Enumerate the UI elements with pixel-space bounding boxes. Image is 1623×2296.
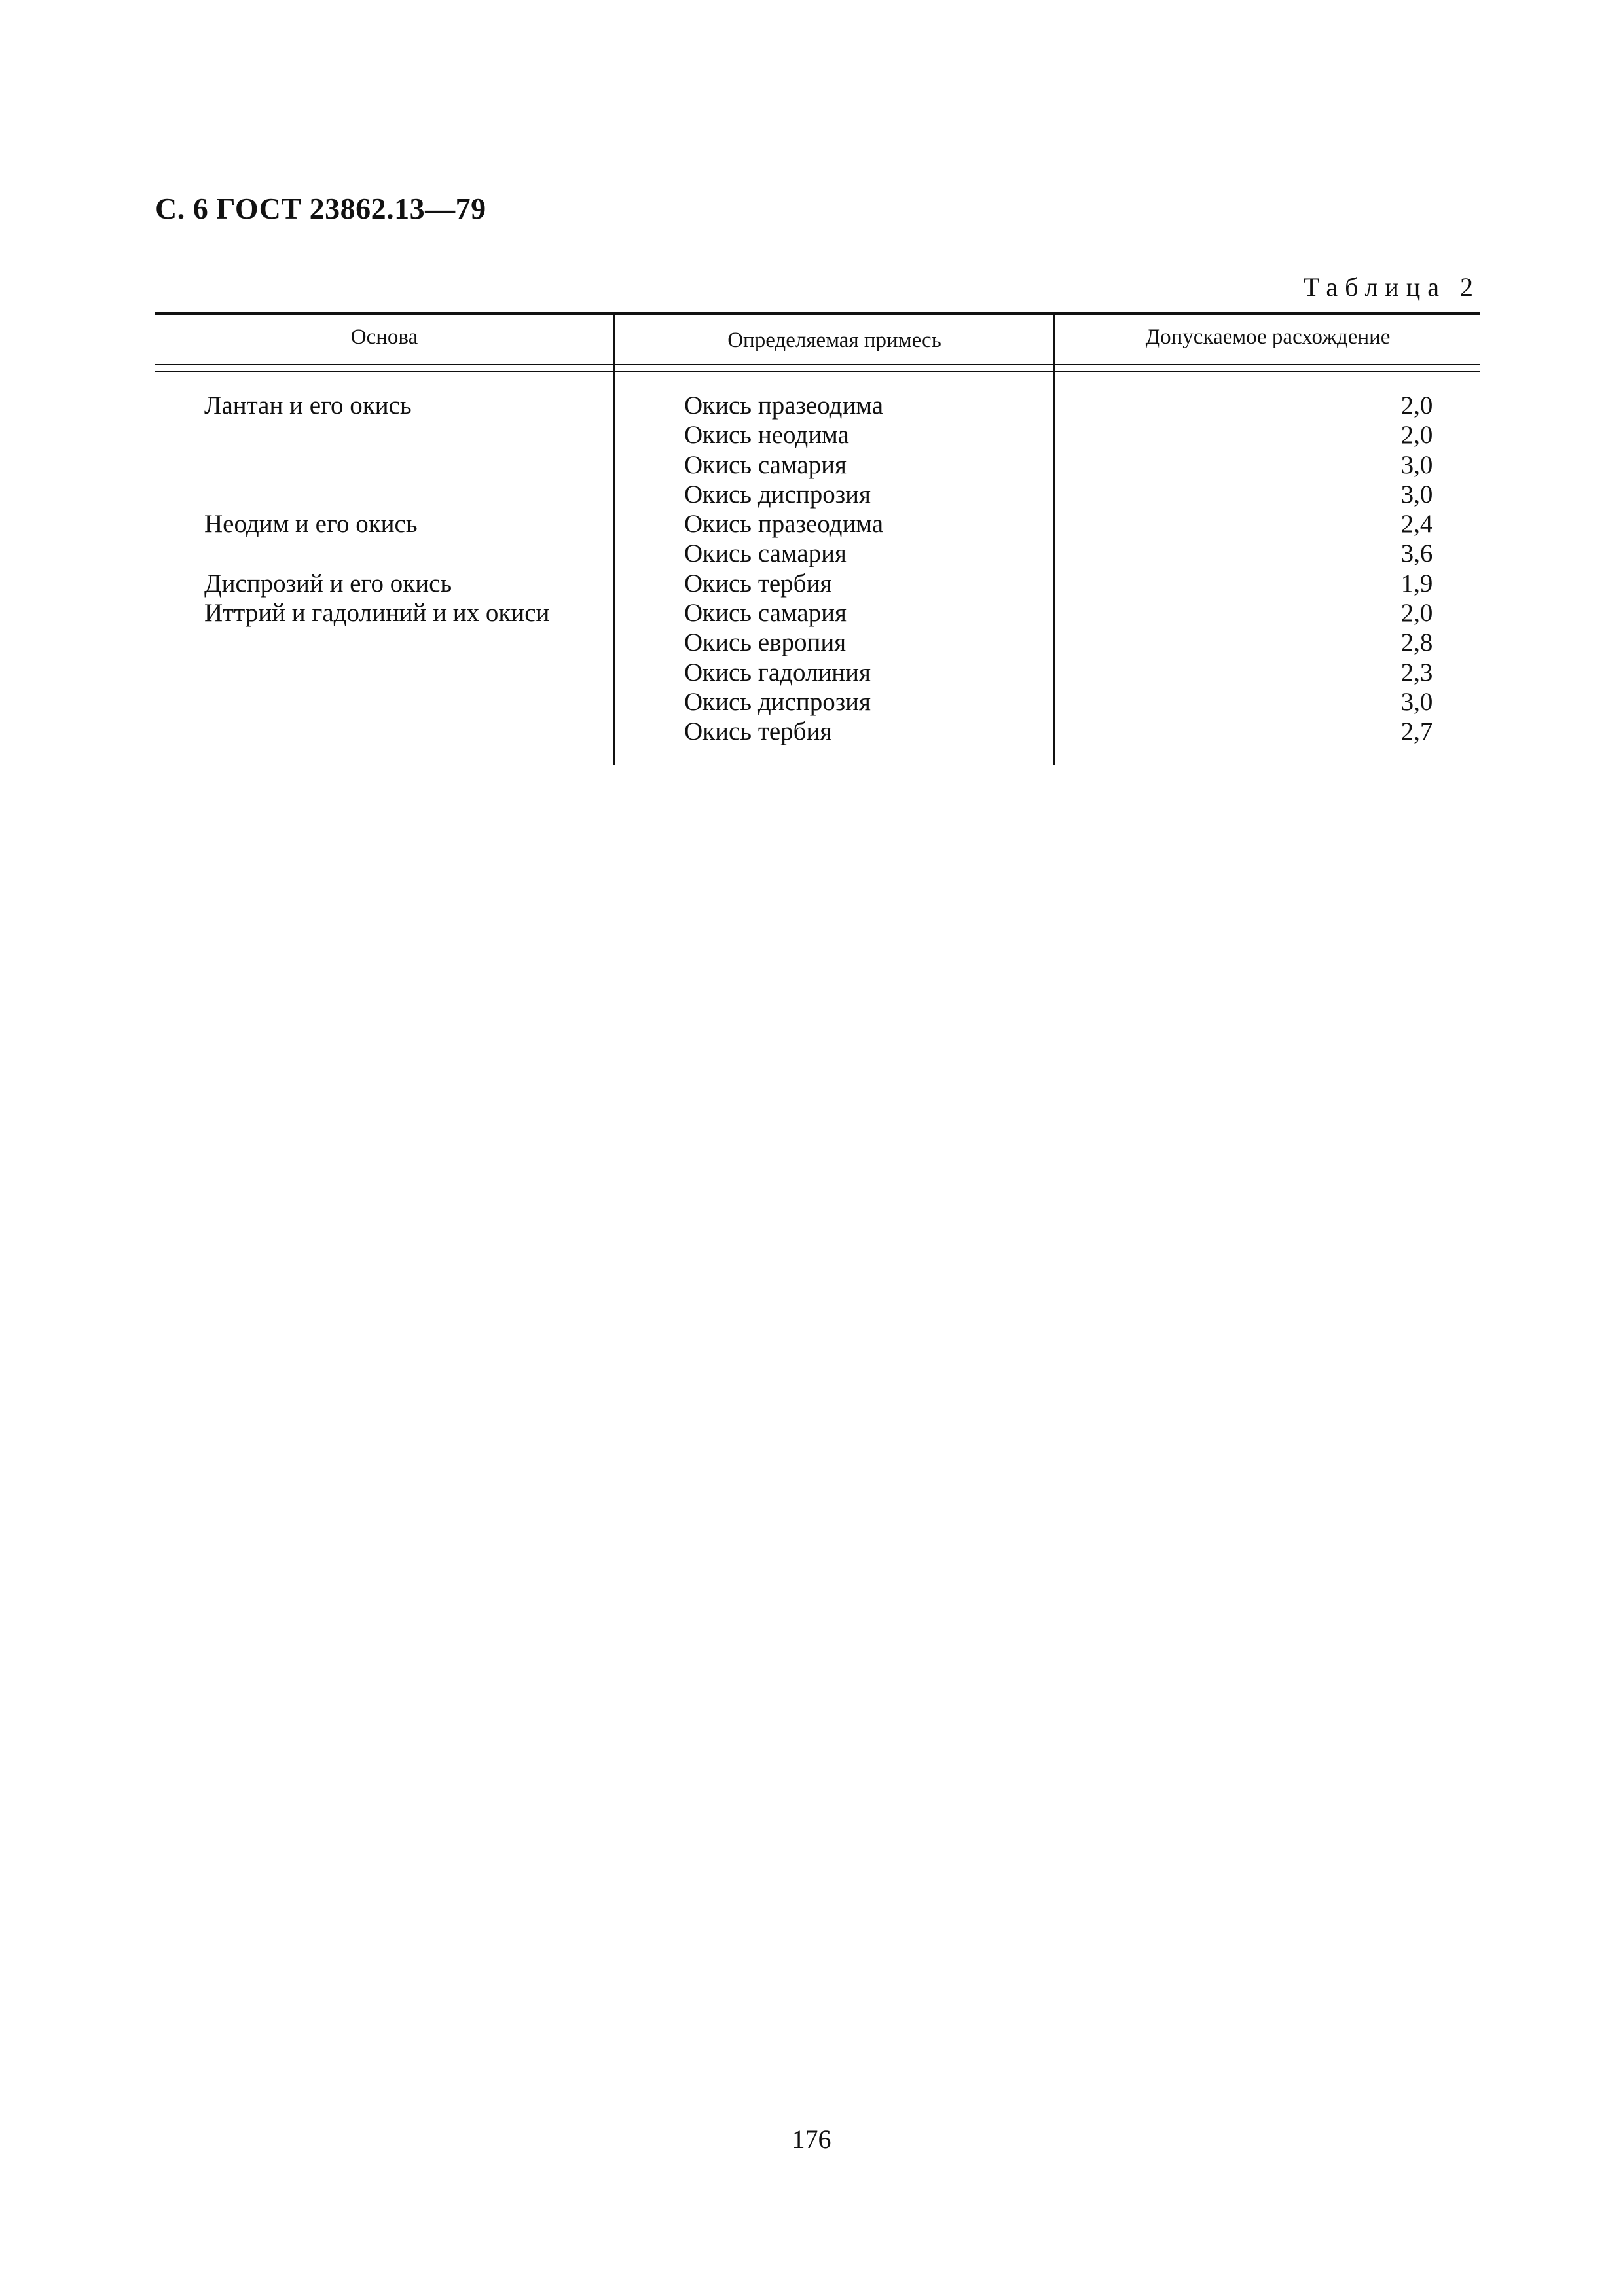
cell-impurity: Окись самария — [684, 539, 847, 568]
table-row — [155, 420, 1480, 450]
cell-base: Лантан и его окись — [204, 391, 412, 420]
table-row — [155, 628, 1480, 657]
table-row — [155, 509, 1480, 539]
column-header-impurity: Определяемая примесь — [727, 329, 941, 352]
header-divider-rule-second — [155, 371, 1480, 372]
cell-tolerance-value: 2,0 — [1400, 599, 1433, 628]
cell-base: Иттрий и гадолиний и их окиси — [204, 599, 550, 628]
cell-impurity: Окись самария — [684, 599, 847, 628]
cell-impurity: Окись диспрозия — [684, 480, 871, 509]
table-top-rule — [155, 312, 1480, 315]
cell-tolerance-value: 2,0 — [1400, 421, 1433, 450]
cell-tolerance-value: 2,4 — [1400, 510, 1433, 539]
cell-tolerance-value: 3,0 — [1400, 480, 1433, 509]
cell-impurity: Окись диспрозия — [684, 687, 871, 716]
cell-base: Неодим и его окись — [204, 510, 418, 539]
cell-impurity: Окись гадолиния — [684, 658, 871, 687]
table-row — [155, 539, 1480, 568]
table-row — [155, 717, 1480, 746]
table-row — [155, 480, 1480, 509]
table-row — [155, 569, 1480, 598]
table-row — [155, 658, 1480, 687]
cell-base: Диспрозий и его окись — [204, 569, 452, 598]
cell-tolerance-value: 2,0 — [1400, 391, 1433, 420]
table-body — [155, 391, 1480, 747]
cell-impurity: Окись тербия — [684, 569, 832, 598]
cell-impurity: Окись самария — [684, 450, 847, 479]
cell-impurity: Окись неодима — [684, 421, 849, 450]
table-row — [155, 450, 1480, 480]
cell-impurity: Окись тербия — [684, 717, 832, 746]
table-row — [155, 598, 1480, 628]
cell-tolerance-value: 2,8 — [1400, 628, 1433, 657]
cell-tolerance-value: 2,7 — [1400, 717, 1433, 746]
cell-tolerance-value: 3,6 — [1400, 539, 1433, 568]
table-caption: Таблица 2 — [1303, 272, 1480, 302]
cell-impurity: Окись празеодима — [684, 510, 884, 539]
page-header: С. 6 ГОСТ 23862.13—79 — [155, 192, 486, 225]
cell-impurity: Окись празеодима — [684, 391, 884, 420]
cell-tolerance-value: 3,0 — [1400, 450, 1433, 479]
table-row — [155, 687, 1480, 717]
header-divider-rule — [155, 364, 1480, 365]
cell-tolerance-value: 1,9 — [1400, 569, 1433, 598]
column-header-tolerance: Допускаемое расхождение — [1145, 325, 1391, 349]
cell-impurity: Окись европия — [684, 628, 847, 657]
page-number: 176 — [792, 2125, 831, 2154]
table-row — [155, 391, 1480, 420]
cell-tolerance-value: 3,0 — [1400, 687, 1433, 716]
column-header-base: Основа — [350, 325, 418, 349]
cell-tolerance-value: 2,3 — [1400, 658, 1433, 687]
